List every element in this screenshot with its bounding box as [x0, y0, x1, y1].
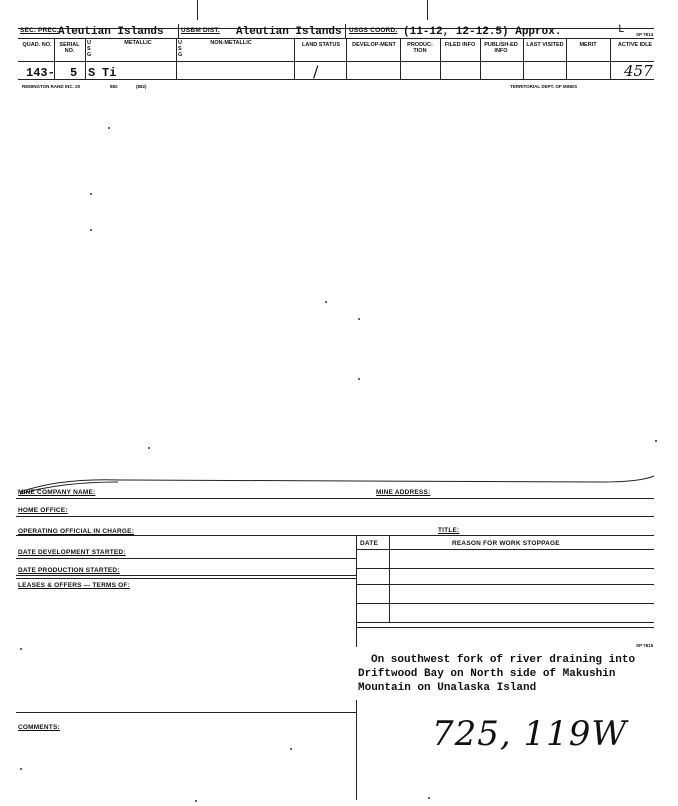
row-rule — [16, 535, 654, 536]
leases-label: LEASES & OFFERS — TERMS OF: — [18, 582, 130, 589]
speck — [290, 748, 292, 750]
location-line-2: Driftwood Bay on North side of Makushin — [358, 668, 616, 680]
header-divider — [178, 24, 179, 39]
speck — [20, 768, 22, 770]
speck — [325, 301, 327, 303]
col-divider — [85, 38, 86, 79]
location-line-3: Mountain on Unalaska Island — [358, 682, 537, 694]
speck — [90, 229, 92, 231]
columns-rule — [18, 61, 654, 62]
row-rule — [16, 575, 356, 576]
col-serial-no: SERIAL NO. — [59, 42, 80, 54]
col-divider — [294, 38, 295, 79]
speck — [108, 127, 110, 129]
col-divider — [440, 38, 441, 79]
record-quad: 143- — [26, 66, 55, 80]
speck — [358, 378, 360, 380]
row-rule — [16, 558, 356, 559]
sp-code: SP 7815 — [636, 643, 654, 648]
mine-address-label: MINE ADDRESS: — [376, 489, 431, 496]
col-divider — [523, 38, 524, 79]
home-office-label: HOME OFFICE: — [18, 507, 68, 514]
col-filed-info: FILED INFO — [444, 42, 476, 48]
row-rule — [16, 578, 356, 579]
operating-official-label: OPERATING OFFICIAL IN CHARGE: — [18, 528, 135, 535]
speck — [428, 797, 430, 799]
top-divider — [197, 0, 198, 20]
printer-code: 882 — [110, 84, 118, 89]
col-divider — [610, 38, 611, 79]
card-edge — [0, 470, 678, 500]
table-rule — [356, 627, 654, 628]
speck — [195, 800, 197, 802]
col-published-info: PUBLISH-ED INFO — [484, 42, 518, 54]
date-col-label: DATE — [360, 540, 379, 547]
table-rule — [356, 568, 654, 569]
col-merit: MERIT — [579, 42, 597, 48]
usbm-label: USBM DIST. — [181, 27, 220, 34]
record-usg: S — [88, 66, 96, 80]
speck — [358, 318, 360, 320]
speck — [148, 447, 150, 449]
usbm-value: Aleutian Islands — [236, 26, 342, 38]
col-quad-no: QUAD. NO. — [22, 42, 52, 48]
sec-prec-value: Aleutian Islands — [58, 26, 164, 38]
col-metallic: METALLIC — [124, 40, 152, 46]
col-usg2-u: U — [178, 40, 182, 46]
table-date-divider — [389, 535, 390, 623]
comments-label: COMMENTS: — [18, 724, 60, 731]
col-divider — [400, 38, 401, 79]
date-development-label: DATE DEVELOPMENT STARTED: — [18, 549, 126, 556]
col-usg2-s: S — [178, 46, 182, 52]
table-rule — [356, 584, 654, 585]
record-handwritten-number: 457 — [624, 62, 653, 80]
date-production-label: DATE PRODUCTION STARTED: — [18, 567, 120, 574]
col-divider — [176, 38, 177, 79]
col-usg-u: U — [87, 40, 91, 46]
record-land-status: / — [313, 62, 319, 81]
col-usg2-g: G — [178, 52, 183, 58]
col-non-metallic: NON-METALLIC — [210, 40, 252, 46]
speck — [20, 648, 22, 650]
printer-code-2: (882) — [136, 84, 147, 89]
table-rule — [356, 603, 654, 604]
col-land-status: LAND STATUS — [302, 42, 340, 48]
col-divider — [566, 38, 567, 79]
record-serial: 5 — [70, 66, 78, 80]
dept-mark: TERRITORIAL DEPT. OF MINES — [510, 84, 578, 89]
location-line-1: On southwest fork of river draining into — [371, 654, 636, 666]
reason-col-label: REASON FOR WORK STOPPAGE — [452, 540, 560, 547]
comments-divider — [356, 700, 357, 800]
form-number: SP 7814 — [636, 32, 654, 37]
speck — [90, 193, 92, 195]
table-left-border — [356, 535, 357, 647]
col-development: DEVELOP-MENT — [352, 42, 396, 48]
handwritten-code: 725, 119W — [432, 714, 628, 754]
table-rule — [356, 549, 654, 550]
col-divider — [480, 38, 481, 79]
record-metallic: Ti — [102, 66, 117, 80]
col-active-idle: ACTIVE IDLE — [617, 42, 653, 48]
corner-mark: L — [618, 24, 625, 36]
printer-mark: REMINGTON RAND INC. 20 — [22, 84, 81, 89]
col-usg-s: S — [87, 46, 91, 52]
col-production: PRODUC-TION — [407, 42, 433, 54]
row-rule — [16, 516, 654, 517]
usgs-value: (11-12, 12-12.5) Approx. — [403, 26, 562, 38]
sec-prec-label: SEC. PREC. — [20, 27, 59, 34]
row-rule — [16, 712, 356, 713]
table-rule — [356, 622, 654, 623]
col-divider — [346, 38, 347, 79]
header-bottom-rule — [18, 38, 654, 39]
title-label: TITLE: — [438, 527, 460, 534]
top-divider — [427, 0, 428, 20]
header-divider — [345, 24, 346, 39]
row-rule — [16, 498, 654, 499]
mine-company-label: MINE COMPANY NAME: — [18, 489, 96, 496]
col-last-visited: LAST VISITED — [526, 42, 564, 48]
speck — [655, 440, 657, 442]
col-usg-g: G — [87, 52, 92, 58]
usgs-label: USGS COORD. — [349, 27, 398, 34]
